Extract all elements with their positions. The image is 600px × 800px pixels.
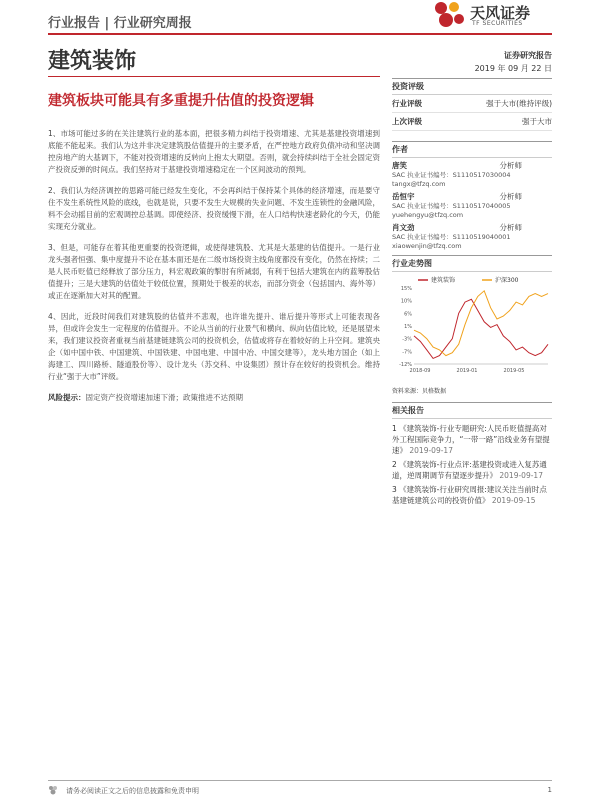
y-tick-label: 15% (400, 286, 412, 292)
footer-logo-icon (48, 785, 58, 795)
trend-heading: 行业走势图 (392, 255, 552, 272)
rating-heading: 投资评级 (392, 78, 552, 95)
header-rule (48, 33, 552, 35)
related-report-date: 2019-09-17 (499, 471, 543, 480)
x-tick-label: 2018-09 (409, 368, 431, 374)
analyst-card (392, 160, 552, 189)
report-date: 2019 年 09 月 22 日 (474, 64, 552, 73)
industry-title: 建筑装饰 (48, 49, 137, 74)
legend-label-industry: 建筑装饰 (431, 277, 456, 284)
analyst-email[interactable]: tangx@tfzq.com (392, 180, 446, 188)
analyst-email[interactable]: xiaowenjin@tfzq.com (392, 242, 462, 250)
rating-value: 强于大市 (522, 117, 552, 126)
report-headline: 建筑板块可能具有多重提升估值的投资逻辑 (48, 93, 314, 109)
related-heading: 相关报告 (392, 402, 552, 419)
chart-source: 资料来源：贝格数据 (392, 388, 447, 395)
series-line-industry (414, 299, 548, 358)
legend-label-index: 沪深300 (495, 277, 519, 284)
related-report-title: 3 《建筑装饰-行业研究周报:建议关注当前时点基建链建筑公司的投资价值》 (392, 485, 547, 505)
header-breadcrumb: 行业报告 | 行业研究周报 (48, 16, 192, 31)
x-tick-label: 2019-01 (456, 368, 478, 374)
rating-row (392, 113, 552, 131)
analyst-role: 分析师 (499, 192, 522, 201)
rating-row (392, 95, 552, 113)
y-tick-label: -7% (402, 349, 412, 356)
footer-disclaimer[interactable]: 请务必阅读正文之后的信息披露和免责申明 (66, 787, 199, 795)
related-report-date: 2019-09-15 (491, 496, 536, 505)
risk-text: 固定资产投资增速加速下滑；政策推进不达预期 (85, 393, 243, 402)
trend-chart (392, 272, 552, 382)
analyst-card (392, 191, 552, 220)
body-paragraph: 4、因此，近段时间我们对建筑股的估值并不悲观，也许谁先提升、谁后提升等形式上可能表现各异，但或许会发生一定程度的估值提升。不论从当前的行业景气和横向、纵向估值比较，还是展望未来，我们建议投资者重视当前基建链建筑公司的投资机会，估值或将存在着较好的上升空间。建筑央企（如中国中铁、中国建筑、中国铁建、中国电建、中国中冶、中国交建等），龙头地方国企（如上海建工、四川路桥、隧道股份等）、设计龙头（苏交科、中设集团）预计存在较好的投资机会。维持行业“强于大市”评级。 (48, 312, 380, 381)
analyst-role: 分析师 (499, 161, 522, 170)
logo-mark-icon (432, 0, 466, 30)
author-heading: 作者 (392, 141, 552, 158)
risk-warning (48, 392, 380, 404)
body-paragraph: 3、但是，可能存在着其他更重要的投资逻辑，或使得建筑股、尤其是大基建的估值提升。一是行业龙头强者恒强、集中度提升不论在基本面还是在二级市场投资主线角度都没有变化，仍然在持续；二是人民币贬值已经释放了部分压力，料宏观政策的掣肘有所减弱，有利于包括大建筑在内的蓝筹股估值提升；三是大建筑的估值处于较低位置，预期处于极差的状态，而部分资金（包括国内、海外等）或正在逐渐加大对其的配置。 (48, 243, 380, 300)
analyst-role: 分析师 (499, 223, 522, 232)
related-report-item[interactable] (392, 484, 552, 506)
analyst-name: 唐笑 (392, 161, 407, 170)
y-tick-label: 1% (404, 324, 412, 330)
analyst-cert: SAC 执业证书编号：S1110517030004 (392, 171, 511, 179)
report-body (48, 128, 380, 413)
related-report-item[interactable] (392, 459, 552, 481)
analyst-email[interactable]: yuehengyu@tfzq.com (392, 211, 464, 219)
analyst-name: 岳恒宇 (392, 192, 415, 201)
body-paragraph: 1、市场可能过多的在关注建筑行业的基本面，把很多精力纠结于投资增速、尤其是基建投资增速到底能不能起来。我们认为这并非决定建筑股估值提升的主要矛盾，在严控地方政府负债冲动和坚决调控房地产的大基调下，不能对投资增速的反转向上抱太大期望。否则，就会持续纠结于全社会固定资产投资反弹的时间点。我们坚持对于基建投资增速稳定在一个区间波动的预判。 (48, 129, 380, 174)
analyst-cert: SAC 执业证书编号：S1110519040001 (392, 233, 511, 241)
related-report-title: 2 《建筑装饰-行业点评:基建投资或进入复苏通道，逆周期调节有望逐步提升》 (392, 460, 547, 480)
y-tick-label: -3% (402, 336, 412, 343)
title-rule (48, 76, 380, 77)
y-tick-label: 6% (404, 311, 412, 318)
related-reports (392, 402, 552, 509)
footer-rule (48, 780, 552, 781)
analyst-name: 肖文劲 (392, 223, 415, 232)
rating-key: 行业评级 (392, 99, 422, 108)
logo-subtext: TF SECURITIES (472, 20, 523, 27)
rating-value: 强于大市(维持评级) (486, 99, 552, 108)
analyst-card (392, 222, 552, 251)
page-number: 1 (547, 786, 552, 794)
related-report-item[interactable] (392, 423, 552, 456)
y-tick-label: -12% (399, 362, 412, 368)
y-tick-label: 10% (400, 298, 412, 305)
report-type: 证券研究报告 (504, 51, 552, 60)
related-report-date: 2019-09-17 (409, 446, 453, 455)
rating-key: 上次评级 (392, 117, 422, 126)
analyst-cert: SAC 执业证书编号：S1110517040005 (392, 202, 511, 210)
series-line-index (414, 291, 548, 356)
logo-text: 天风证券 (470, 4, 531, 22)
risk-label: 风险提示： (48, 393, 86, 402)
x-tick-label: 2019-05 (503, 368, 525, 374)
sidebar (392, 78, 552, 251)
related-report-title: 1 《建筑装饰-行业专题研究:人民币贬值提高对外工程国际竞争力，“一带一路”沿线业务有望提速》 (392, 424, 550, 455)
company-logo (432, 0, 552, 30)
trend-chart-panel (392, 255, 552, 395)
body-paragraph: 2、我们认为经济调控的思路可能已经发生变化，不会再纠结于保持某个具体的经济增速，而是要守住不发生系统性风险的底线，也就是说，只要不发生大规模的失业问题、不发生连锁性的金融风险，料不会动摇目前的宏观调控总基调。即使经济、投资缓慢下滑，在人口结构快速老龄化的今天，仍能实现充分就业。 (48, 186, 380, 231)
